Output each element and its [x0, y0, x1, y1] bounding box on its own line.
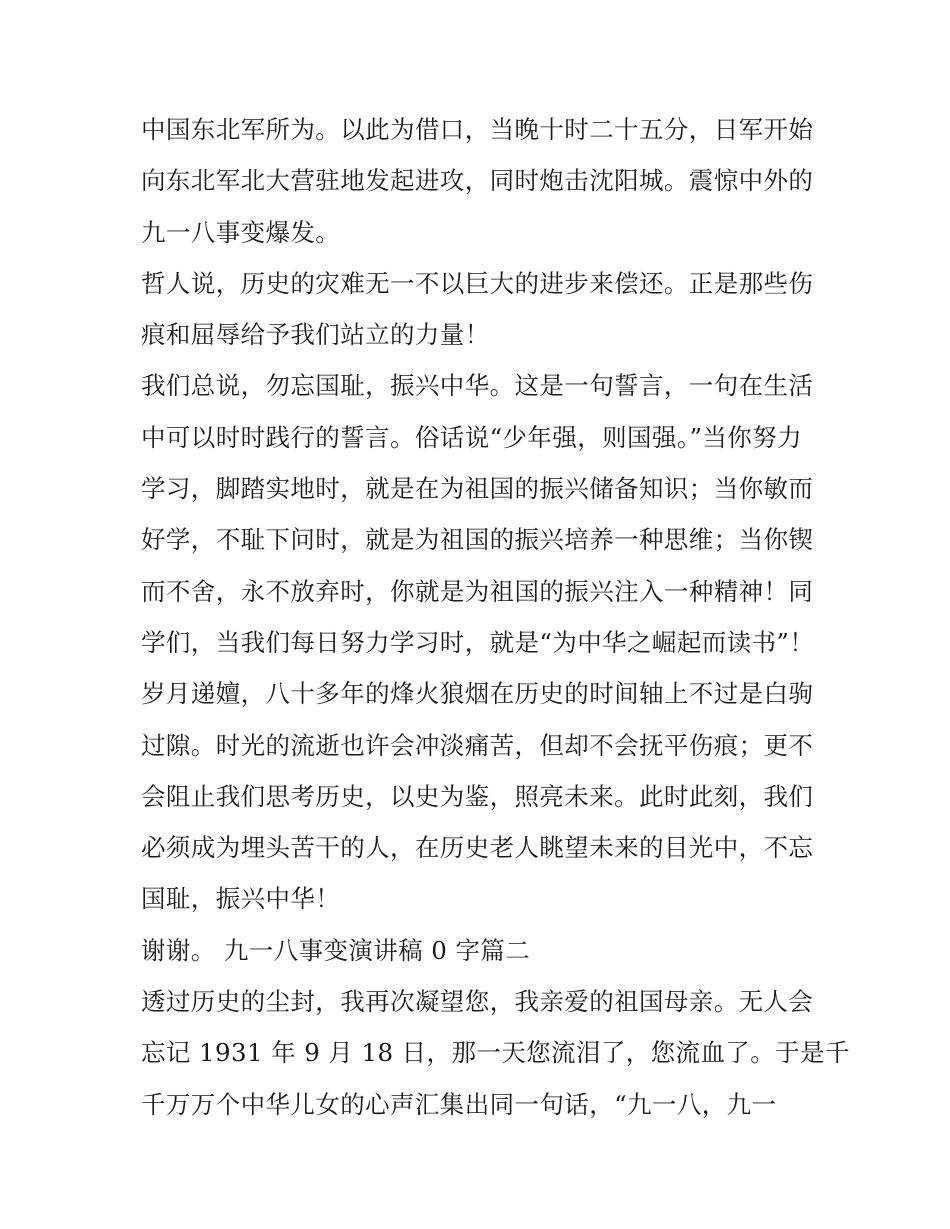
text-line: 忘记 1931 年 9 月 18 日，那一天您流泪了，您流血了。于是千 [141, 1038, 850, 1068]
text-line: 会阻止我们思考历史，以史为鉴，照亮未来。此时此刻，我们 [141, 781, 814, 811]
text-line: 国耻，振兴中华！ [141, 884, 341, 914]
body-text [141, 110, 850, 1136]
text-line: 过隙。时光的流逝也许会冲淡痛苦，但却不会抚平伤痕；更不 [141, 730, 814, 760]
section-heading-line: 谢谢。 九一八事变演讲稿 0 字篇二 [141, 935, 531, 965]
text-line: 学习，脚踏实地时，就是在为祖国的振兴储备知识；当你敏而 [141, 474, 814, 504]
text-line: 必须成为埋头苦干的人，在历史老人眺望未来的目光中，不忘 [141, 833, 814, 863]
text-line: 岁月递嬗，八十多年的烽火狼烟在历史的时间轴上不过是白驹 [141, 679, 814, 709]
text-line: 而不舍，永不放弃时，你就是为祖国的振兴注入一种精神！同 [141, 576, 814, 606]
text-line: 好学，不耻下问时，就是为祖国的振兴培养一种思维；当你锲 [141, 525, 814, 555]
text-line: 中可以时时践行的誓言。俗话说“少年强，则国强。”当你努力 [141, 422, 802, 452]
text-line: 痕和屈辱给予我们站立的力量！ [141, 320, 490, 350]
text-line: 千万万个中华儿女的心声汇集出同一句话，“九一八，九一 [141, 1089, 777, 1119]
text-line: 中国东北军所为。以此为借口，当晚十时二十五分，日军开始 [141, 115, 814, 144]
text-line: 九一八事变爆发。 [141, 217, 341, 247]
text-line: 哲人说，历史的灾难无一不以巨大的进步来偿还。正是那些伤 [141, 268, 814, 298]
text-line: 向东北军北大营驻地发起进攻，同时炮击沈阳城。震惊中外的 [141, 166, 814, 196]
text-line: 透过历史的尘封，我再次凝望您，我亲爱的祖国母亲。无人会 [141, 987, 814, 1017]
text-line: 学们，当我们每日努力学习时，就是“为中华之崛起而读书”！ [141, 627, 815, 657]
text-line: 我们总说，勿忘国耻，振兴中华。这是一句誓言，一句在生活 [141, 371, 814, 401]
